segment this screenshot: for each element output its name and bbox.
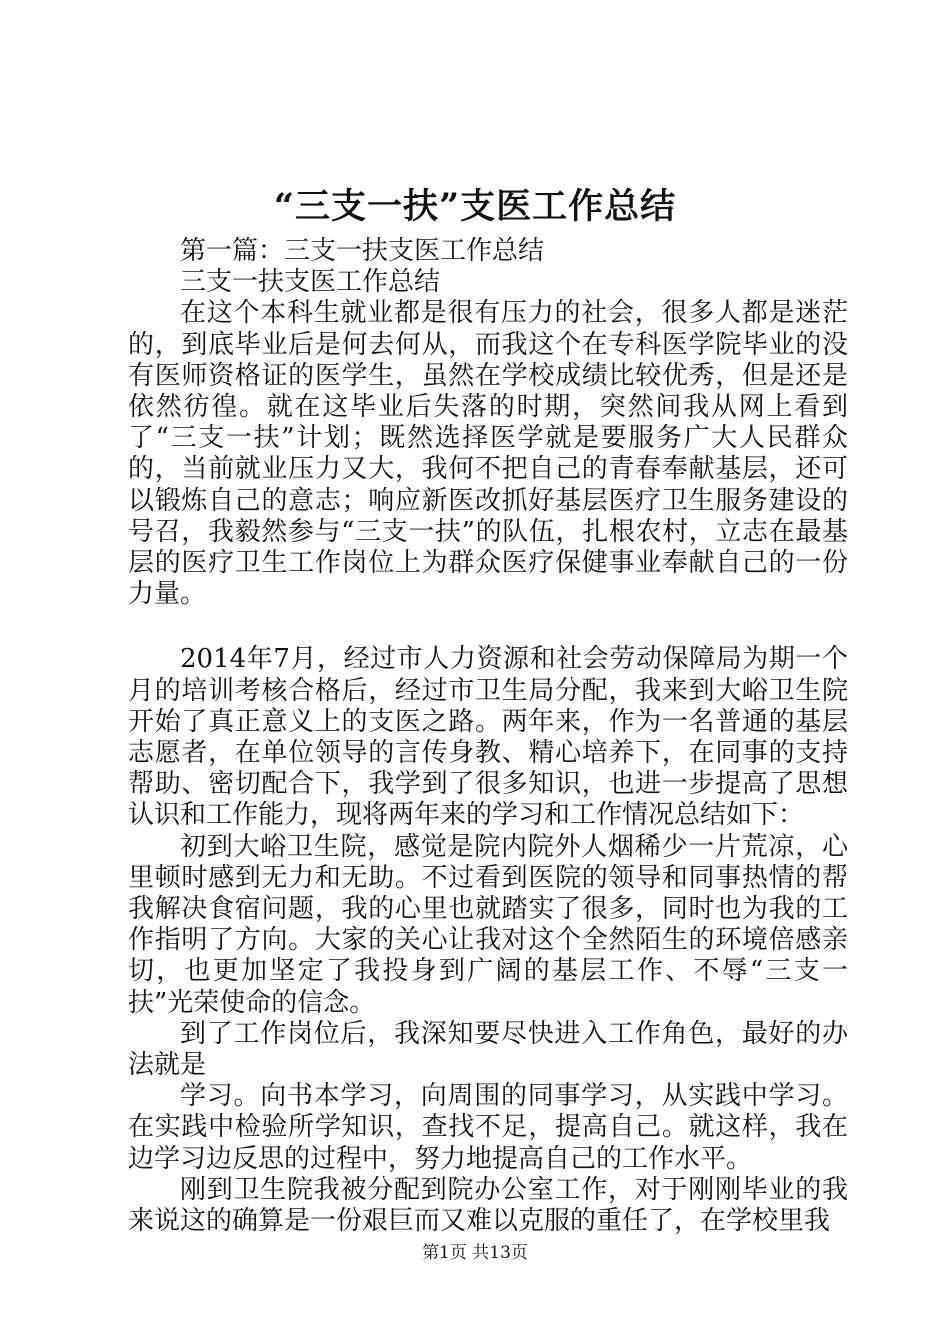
paragraph-office: 刚到卫生院我被分配到院办公室工作，对于刚刚毕业的我来说这的确算是一份艰巨而又难以克服的重任了，在学校里我 xyxy=(128,1174,848,1237)
paragraph-arrival: 初到大峪卫生院，感觉是院内院外人烟稀少一片荒凉，心里顿时感到无力和无助。不过看到医院的领导和同事热情的帮我解决食宿问题，我的心里也就踏实了很多，同时也为我的工作指明了方向。大家的关心让我对这个全然陌生的环境倍感亲切，也更加坚定了我投身到广阔的基层工作、不辱“三支一扶”光荣使命的信念。 xyxy=(128,831,848,1018)
paragraph-learning: 学习。向书本学习，向周围的同事学习，从实践中学习。在实践中检验所学知识，查找不足，提高自己。就这样，我在边学习边反思的过程中，努力地提高自己的工作水平。 xyxy=(128,1081,848,1174)
subsection-heading: 三支一扶支医工作总结 xyxy=(180,267,441,298)
section-heading: 第一篇：三支一扶支医工作总结 xyxy=(180,236,545,266)
document-body xyxy=(128,236,848,1237)
paragraph-role: 到了工作岗位后，我深知要尽快进入工作角色，最好的办法就是 xyxy=(128,1018,848,1081)
paragraph-intro: 在这个本科生就业都是很有压力的社会，很多人都是迷茫的，到底毕业后是何去何从，而我这个在专科医学院毕业的没有医师资格证的医学生，虽然在学校成绩比较优秀，但是还是依然彷徨。就在这毕业后失落的时期，突然间我从网上看到了“三支一扶”计划；既然选择医学就是要服务广大人民群众的，当前就业压力又大，我何不把自己的青春奉献基层，还可以锻炼自己的意志；响应新医改抓好基层医疗卫生服务建设的号召，我毅然参与“三支一扶”的队伍，扎根农村，立志在最基层的医疗卫生工作岗位上为群众医疗保健事业奉献自己的一份力量。 xyxy=(128,298,848,610)
paragraph-training: 2014年7月，经过市人力资源和社会劳动保障局为期一个月的培训考核合格后，经过市卫生局分配，我来到大峪卫生院开始了真正意义上的支医之路。两年来，作为一名普通的基层志愿者，在单位领导的言传身教、精心培养下，在同事的支持帮助、密切配合下，我学到了很多知识，也进一步提高了思想认识和工作能力，现将两年来的学习和工作情况总结如下： xyxy=(128,644,848,831)
paragraph-gap xyxy=(128,610,848,644)
page-footer: 第1页 共13页 xyxy=(422,1243,528,1263)
document-title: “三支一扶”支医工作总结 xyxy=(273,186,677,227)
